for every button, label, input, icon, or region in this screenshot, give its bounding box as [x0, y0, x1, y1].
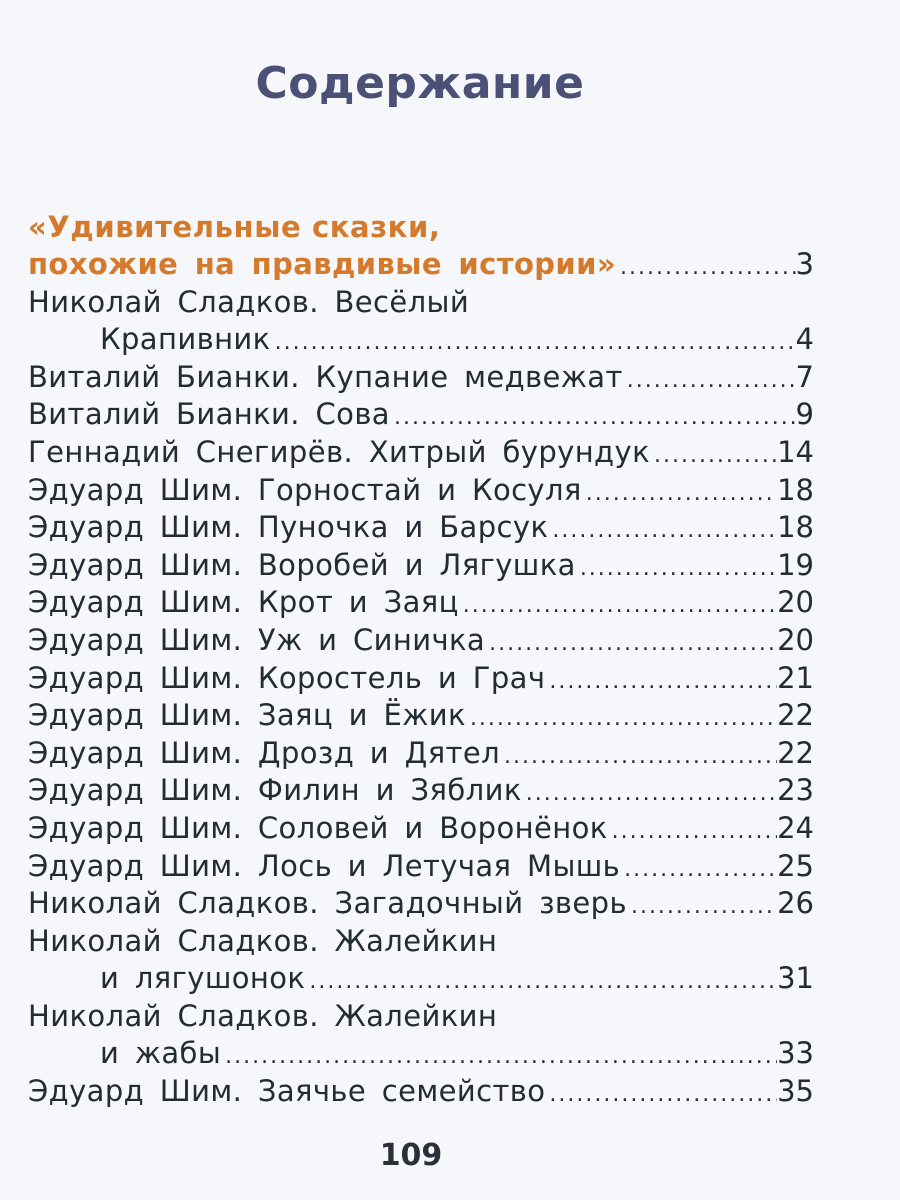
dot-leader [582, 475, 777, 513]
section-heading-line1: «Удивительные сказки, [28, 210, 441, 244]
toc-entry [28, 848, 814, 886]
dot-leader [500, 738, 777, 776]
toc-entry [28, 396, 814, 434]
dot-leader [545, 663, 777, 701]
toc-entry-title: Эдуард Шим. Лось и Летучая Мышь [28, 848, 621, 883]
toc-entries [28, 284, 814, 1111]
toc-entry [28, 772, 814, 810]
toc-entry [28, 885, 814, 923]
toc-entry-page-number: 14 [777, 434, 814, 469]
toc-entry-page-number: 25 [777, 848, 814, 883]
dot-leader [466, 700, 777, 738]
toc-entry-title: Виталий Бианки. Купание медвежат [28, 359, 623, 394]
dot-leader [548, 512, 777, 550]
toc-entry-title: Эдуард Шим. Коростель и Грач [28, 660, 546, 695]
dot-leader [576, 550, 777, 588]
dot-leader [616, 249, 796, 287]
toc-entry [28, 660, 814, 698]
toc-entry [28, 960, 814, 998]
toc-entry-title: Эдуард Шим. Заячье семейство [28, 1074, 546, 1109]
toc-entry [28, 547, 814, 585]
toc-entry [28, 359, 814, 397]
toc-entry-page-number: 26 [777, 886, 814, 921]
toc-entry-page-number: 31 [777, 961, 814, 996]
toc-entry [28, 584, 814, 622]
table-of-contents [28, 208, 814, 1111]
toc-entry-page-number: 33 [777, 1036, 814, 1071]
toc-entry-page-number: 18 [777, 472, 814, 507]
page-number: 109 [379, 1138, 443, 1173]
toc-entry-page-number: 20 [777, 585, 814, 620]
toc-entry-page-number: 35 [777, 1074, 814, 1109]
toc-entry-first-line: Николай Сладков. Весёлый [28, 284, 470, 319]
dot-leader [271, 324, 796, 362]
toc-entry [28, 1035, 814, 1073]
dot-leader [608, 813, 777, 851]
toc-entry-title: Эдуард Шим. Заяц и Ёжик [28, 698, 466, 733]
toc-entry-first-line: Николай Сладков. Жалейкин [28, 998, 498, 1033]
dot-leader [522, 775, 777, 813]
toc-entry [28, 735, 814, 773]
toc-entry-title: и жабы [100, 1036, 222, 1071]
dot-leader [545, 1076, 777, 1114]
dot-leader [623, 362, 796, 400]
toc-entry-title: Эдуард Шим. Пуночка и Барсук [28, 510, 549, 545]
toc-entry-page-number: 22 [777, 698, 814, 733]
toc-entry [28, 1073, 814, 1111]
page-title: Содержание [255, 58, 585, 109]
toc-entry-page-number: 24 [777, 810, 814, 845]
toc-entry-title: Эдуард Шим. Горностай и Косуля [28, 472, 582, 507]
toc-entry [28, 810, 814, 848]
toc-entry-title: Эдуард Шим. Воробей и Лягушка [28, 547, 576, 582]
toc-entry-title: Крапивник [100, 322, 271, 357]
dot-leader [485, 625, 777, 663]
toc-entry-title: Геннадий Снегирёв. Хитрый бурундук [28, 434, 650, 469]
toc-entry-first-line: Николай Сладков. Жалейкин [28, 923, 498, 958]
dot-leader [620, 851, 777, 889]
toc-entry-page-number: 18 [777, 510, 814, 545]
dot-leader [459, 587, 777, 625]
toc-entry [28, 321, 814, 359]
dot-leader [221, 1038, 777, 1076]
section-heading-line2: похожие на правдивые истории» [28, 247, 617, 281]
section-heading-row [28, 246, 814, 284]
dot-leader [650, 437, 777, 475]
toc-entry-title: Эдуард Шим. Крот и Заяц [28, 585, 459, 620]
dot-leader [305, 963, 777, 1001]
toc-entry-title: Эдуард Шим. Уж и Синичка [28, 622, 486, 657]
toc-entry-page-number: 23 [777, 773, 814, 808]
toc-entry-page-number: 7 [795, 359, 814, 394]
toc-entry [28, 509, 814, 547]
toc-entry-title: Эдуард Шим. Филин и Зяблик [28, 773, 522, 808]
toc-entry-title: и лягушонок [100, 961, 306, 996]
toc-entry-title: Николай Сладков. Загадочный зверь [28, 886, 627, 921]
toc-entry [28, 697, 814, 735]
toc-entry-title: Виталий Бианки. Сова [28, 397, 390, 432]
section-page-number: 3 [795, 247, 814, 281]
dot-leader [627, 888, 777, 926]
toc-entry-title: Эдуард Шим. Дрозд и Дятел [28, 735, 501, 770]
toc-entry-page-number: 21 [777, 660, 814, 695]
toc-entry-page-number: 20 [777, 622, 814, 657]
toc-entry [28, 472, 814, 510]
toc-entry-page-number: 19 [777, 547, 814, 582]
toc-entry-page-number: 22 [777, 735, 814, 770]
toc-entry [28, 622, 814, 660]
toc-entry-page-number: 9 [795, 397, 814, 432]
toc-entry-page-number: 4 [795, 322, 814, 357]
toc-entry [28, 434, 814, 472]
section-heading [28, 208, 814, 284]
dot-leader [390, 399, 796, 437]
toc-entry-title: Эдуард Шим. Соловей и Воронёнок [28, 810, 608, 845]
